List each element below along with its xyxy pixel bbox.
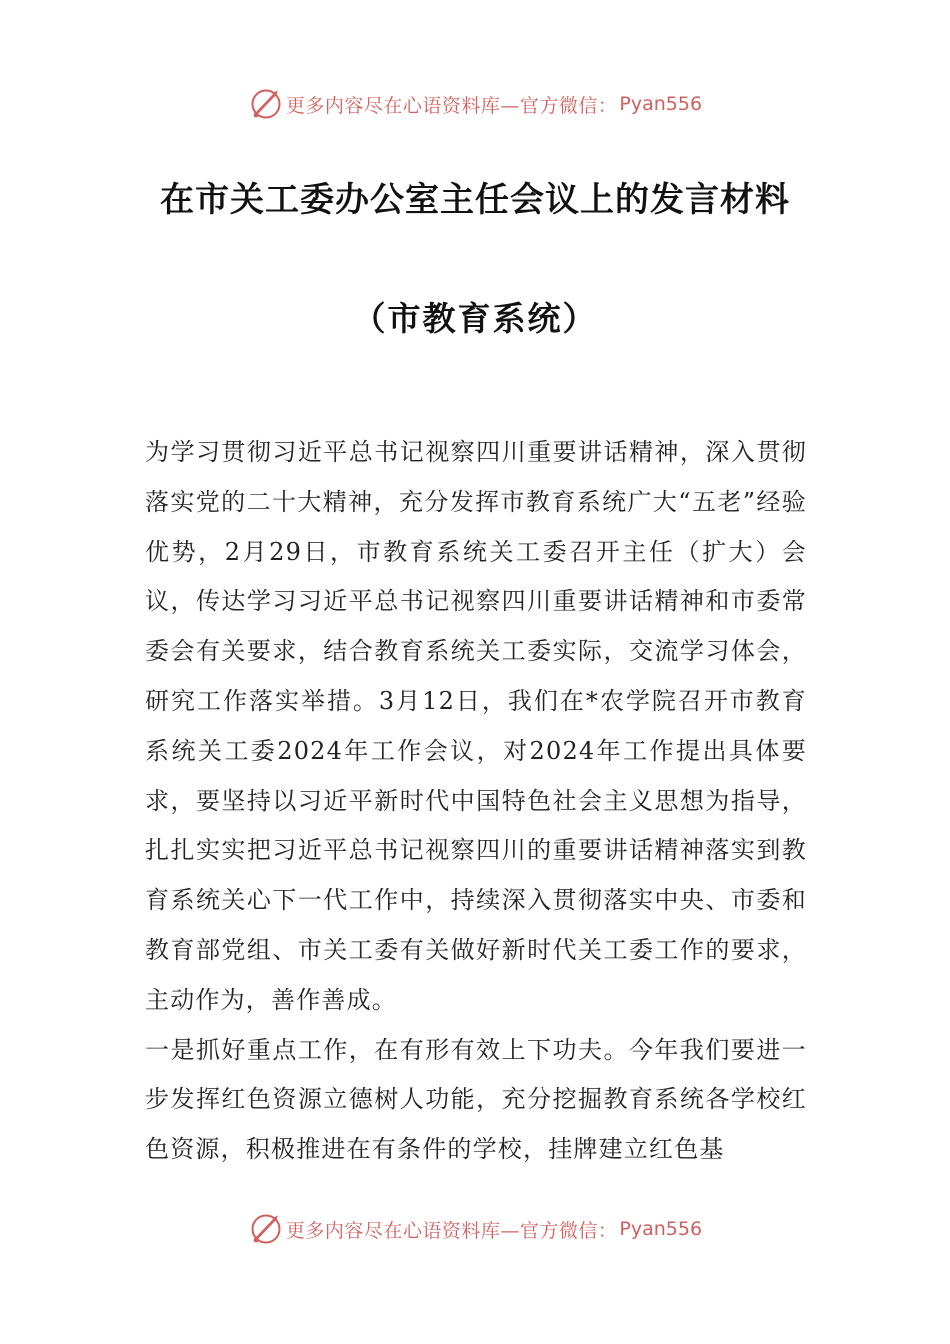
watermark-text: 更多内容尽在心语资料库—官方微信：: [285, 94, 618, 117]
watermark-wechat-id: Pyan556: [619, 93, 703, 115]
brush-pen-logo-icon: [248, 1211, 284, 1247]
watermark-wechat-id: Pyan556: [619, 1218, 703, 1240]
brush-pen-logo-icon: [248, 86, 284, 122]
document-subtitle: （市教育系统）: [352, 299, 598, 338]
document-body: [145, 428, 807, 1175]
body-paragraph: 一是抓好重点工作，在有形有效上下功夫。今年我们要进一步发挥红色资源立德树人功能，充分挖掘教育系统各学校红色资源，积极推进在有条件的学校，挂牌建立红色基: [145, 1035, 807, 1164]
footer-watermark: [0, 1209, 950, 1249]
header-watermark: [0, 84, 950, 124]
watermark-text: 更多内容尽在心语资料库—官方微信：: [285, 1219, 618, 1242]
body-paragraph: 为学习贯彻习近平总书记视察四川重要讲话精神，深入贯彻落实党的二十大精神，充分发挥市教育系统广大“五老”经验优势，2月29日，市教育系统关工委召开主任（扩大）会议，传达学习习近平总书记视察四川重要讲话精神和市委常委会有关要求，结合教育系统关工委实际，交流学习体会，研究工作落实举措。3月12日，我们在*农学院召开市教育系统关工委2024年工作会议，对2024年工作提出具体要求，要坚持以习近平新时代中国特色社会主义思想为指导，扎扎实实把习近平总书记视察四川的重要讲话精神落实到教育系统关心下一代工作中，持续深入贯彻落实中央、市委和教育部党组、市关工委有关做好新时代关工委工作的要求，主动作为，善作善成。: [145, 438, 807, 1014]
document-title: 在市关工委办公室主任会议上的发言材料: [160, 180, 790, 220]
